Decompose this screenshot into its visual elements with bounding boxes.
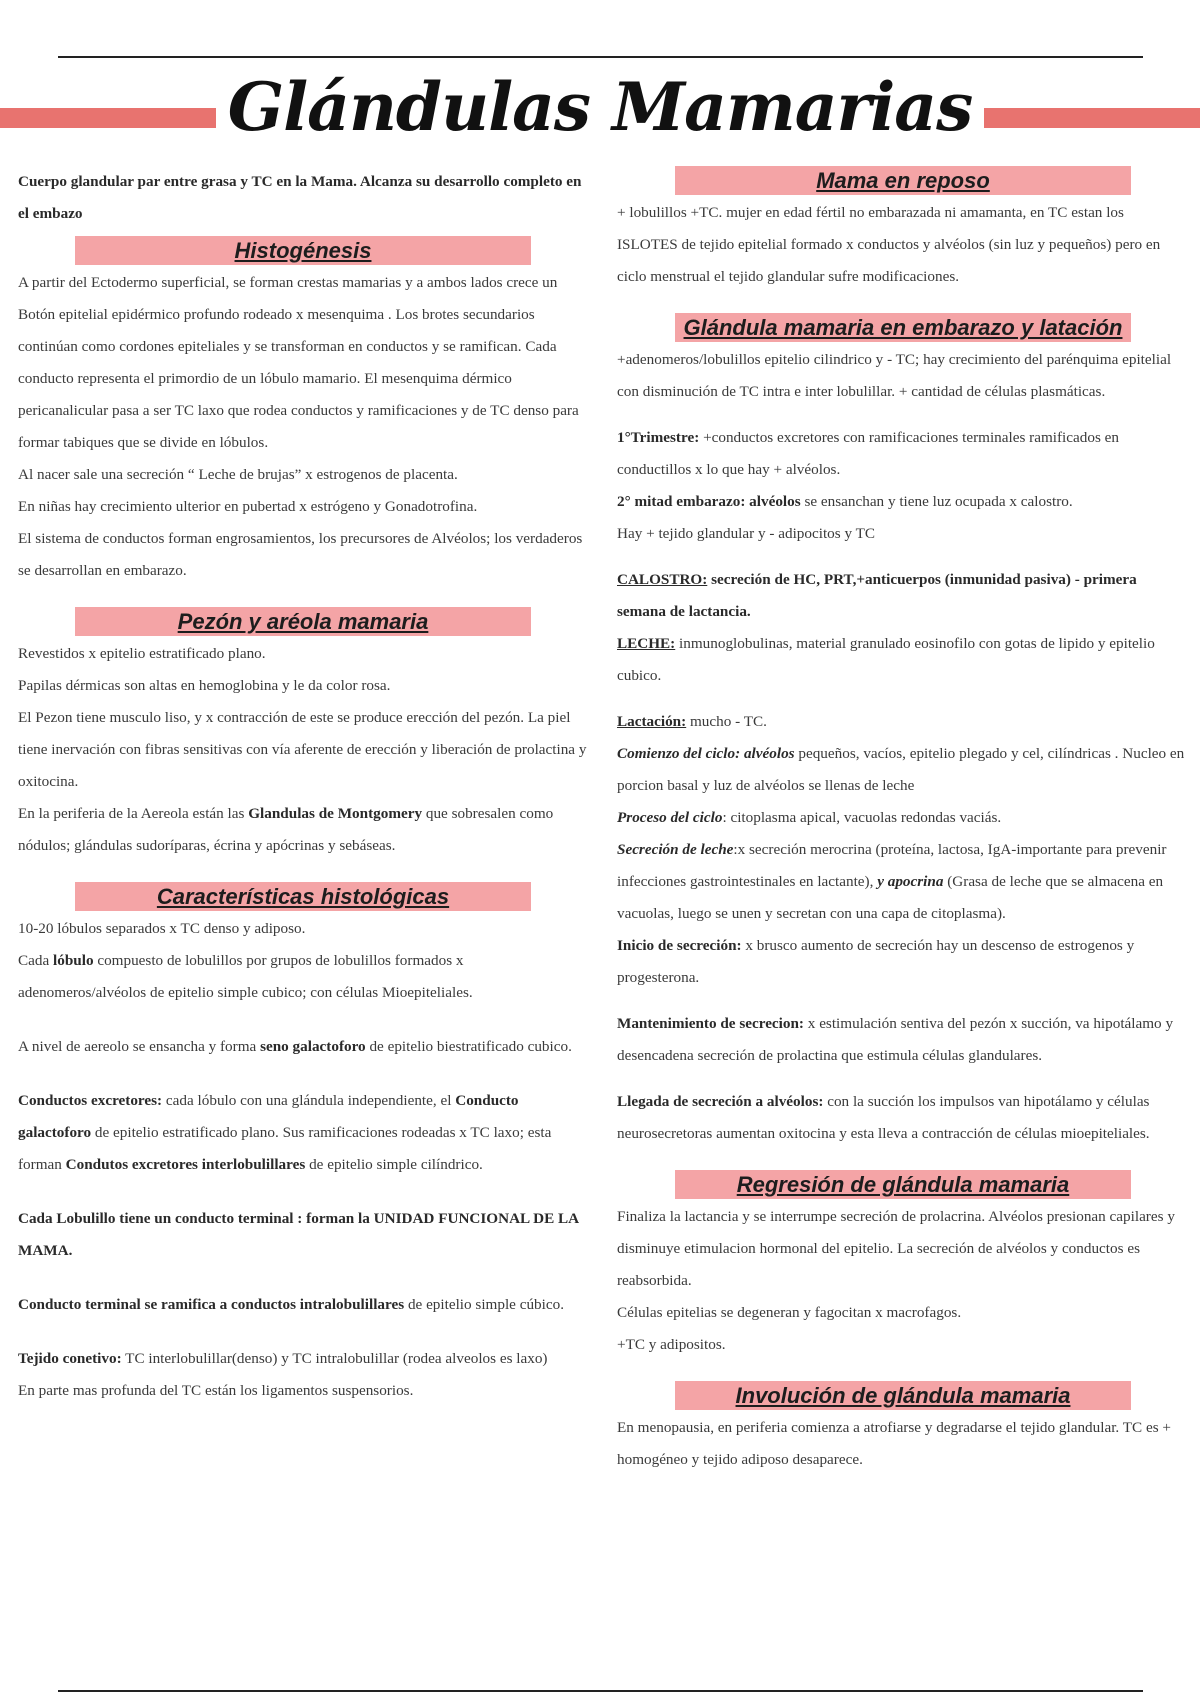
intro-text: Cuerpo glandular par entre grasa y TC en la Mama. Alcanza su desarrollo completo en el embazo	[18, 173, 582, 222]
conducto-terminal-term: Conducto terminal se ramifica a conductos intralobulillares	[18, 1296, 405, 1313]
embarazo-p4: Hay + tejido glandular y - adipocitos y TC	[617, 525, 875, 542]
histogenesis-p4: El sistema de conductos forman engrosamientos, los precursores de Alvéolos; los verdaderos se desarrollan en embarazo.	[18, 530, 583, 579]
inicio-text: x brusco aumento de secreción hay un descenso de estrogenos y progesterona.	[617, 937, 1135, 986]
llegada-paragraph	[617, 1086, 1185, 1150]
lactacion-paragraph	[617, 706, 1185, 738]
heading-regresion: Regresión de glándula mamaria	[675, 1170, 1131, 1199]
calostro-paragraph	[617, 564, 1185, 628]
caract-p6	[18, 1289, 590, 1321]
heading-involucion: Involución de glándula mamaria	[675, 1381, 1131, 1410]
secrecion-term: Secreción de leche	[617, 841, 734, 858]
mantenimiento-text: x estimulación sentiva del pezón x succión, va hipotálamo y desencadena secreción de prolactina que estimula células glandulares.	[617, 1015, 1174, 1064]
conductos-excretores-term: Conductos excretores:	[18, 1092, 163, 1109]
inicio-term: Inicio de secreción:	[617, 937, 742, 954]
embarazo-p3-b: se ensanchan y tiene luz ocupada x calostro.	[800, 493, 1073, 510]
embarazo-p3	[617, 486, 1185, 518]
heading-reposo: Mama en reposo	[675, 166, 1131, 195]
pezon-p4	[18, 798, 590, 862]
caract-p7-b: TC interlobulillar(denso) y TC intralobulillar (rodea alveolos es laxo)	[121, 1350, 548, 1367]
seno-term: seno galactoforo	[260, 1038, 366, 1055]
llegada-term: Llegada de secreción a alvéolos:	[617, 1093, 824, 1110]
llegada-text: con la succión los impulsos van hipotálamo y células neurosecretoras aumentan oxitocina y esta lleva a contracción de células mioepiteliales.	[617, 1093, 1150, 1142]
caract-p4-f: de epitelio simple cilíndrico.	[305, 1156, 483, 1173]
unidad-funcional-text: Cada Lobulillo tiene un conducto terminal : forman la UNIDAD FUNCIONAL DE LA MAMA.	[18, 1210, 579, 1259]
caract-p4-d: de epitelio estratificado plano. Sus ramificaciones rodeadas x TC laxo; esta forman	[18, 1124, 552, 1173]
caract-p1: 10-20 lóbulos separados x TC denso y adiposo.	[18, 920, 306, 937]
caract-p5	[18, 1203, 590, 1267]
page-title-text: Glándulas Mamarias	[216, 68, 984, 146]
leche-text: inmunoglobulinas, material granulado eosinofilo con gotas de lipido y epitelio cubico.	[617, 635, 1155, 684]
comienzo-term: Comienzo del ciclo: alvéolos	[617, 745, 795, 762]
regresion-p3: +TC y adipositos.	[617, 1336, 726, 1353]
secrecion-text-b: (Grasa de leche que se almacena en vacuolas, luego se unen y secretan con una capa de citoplasma).	[617, 873, 1164, 922]
caract-p2-c: compuesto de lobulillos por grupos de lobulillos formados x adenomeros/alvéolos de epitelio simple cubico; con células Mioepiteliales.	[18, 952, 473, 1001]
heading-pezon: Pezón y aréola mamaria	[75, 607, 531, 636]
leche-paragraph	[617, 628, 1185, 692]
top-rule	[58, 56, 1143, 58]
inicio-paragraph	[617, 930, 1185, 994]
heading-embarazo: Glándula mamaria en embarazo y latación	[675, 313, 1131, 342]
comienzo-paragraph	[617, 738, 1185, 802]
caract-p8: En parte mas profunda del TC están los ligamentos suspensorios.	[18, 1382, 414, 1399]
pezon-p4-c: que sobresalen como nódulos; glándulas sudoríparas, écrina y apócrinas y sebáseas.	[18, 805, 554, 854]
lactacion-term: Lactación:	[617, 713, 687, 730]
caract-p7	[18, 1343, 590, 1375]
histogenesis-p3: En niñas hay crecimiento ulterior en pubertad x estrógeno y Gonadotrofina.	[18, 498, 478, 515]
caract-p6-b: de epitelio simple cúbico.	[404, 1296, 564, 1313]
embarazo-p2-b: +conductos excretores con ramificaciones terminales ramificados en conductillos x lo que hay + alvéolos.	[617, 429, 1119, 478]
apocrina-term: y apocrina	[877, 873, 944, 890]
tejido-conetivo-term: Tejido conetivo:	[18, 1350, 122, 1367]
pezon-p2: Papilas dérmicas son altas en hemoglobina y le da color rosa.	[18, 677, 391, 694]
comienzo-text: pequeños, vacíos, epitelio plegado y cel, cilíndricas . Nucleo en porcion basal y luz de alvéolos se llenas de leche	[617, 745, 1185, 794]
histogenesis-p1: A partir del Ectodermo superficial, se forman crestas mamarias y a ambos lados crece un Botón epitelial epidérmico profundo rodeado x mesenquima . Los brotes secundarios continúan como cordones epiteliales y se transforman en conductos y se ramifican. Cada conducto representa el primordio de un lóbulo mamario. El mesenquima dérmico pericanalicular pasa a ser TC laxo que rodea conductos y ramificaciones y de TC denso para formar tabiques que se divide en lóbulos.	[18, 274, 579, 451]
calostro-text: secreción de HC, PRT,+anticuerpos (inmunidad pasiva) - primera semana de lactancia.	[617, 571, 1137, 620]
histogenesis-p2: Al nacer sale una secreción “ Leche de brujas” x estrogenos de placenta.	[18, 466, 458, 483]
secrecion-paragraph	[617, 834, 1185, 930]
mantenimiento-paragraph	[617, 1008, 1185, 1072]
left-column	[18, 166, 590, 1407]
regresion-p2: Células epitelias se degeneran y fagocitan x macrofagos.	[617, 1304, 962, 1321]
secrecion-text-a: :x secreción merocrina (proteína, lactosa, IgA-importante para prevenir infecciones gastrointestinales en lactante),	[617, 841, 1167, 890]
embarazo-p2	[617, 422, 1185, 486]
embarazo-p1: +adenomeros/lobulillos epitelio cilindrico y - TC; hay crecimiento del parénquima epitelial con disminución de TC intra e inter lobulillar. + cantidad de células plasmáticas.	[617, 351, 1172, 400]
lactacion-text: mucho - TC.	[686, 713, 767, 730]
page-title	[0, 62, 1200, 152]
pezon-p3: El Pezon tiene musculo liso, y x contracción de este se produce erección del pezón. La piel tiene inervación con fibras sensitivas con vía aferente de erección y liberación de prolactina y oxitocina.	[18, 709, 587, 790]
regresion-p1: Finaliza la lactancia y se interrumpe secreción de prolacrina. Alvéolos presionan capilares y disminuye etimulacion hormonal del epitelio. La secreción de alvéolos y conductos es reabsorbida.	[617, 1208, 1175, 1289]
right-column	[617, 166, 1185, 1476]
heading-histogenesis: Histogénesis	[75, 236, 531, 265]
caract-p2	[18, 945, 590, 1009]
caract-p2-a: Cada	[18, 952, 54, 969]
lobulo-term: lóbulo	[53, 952, 94, 969]
mitad-embarazo-term: 2° mitad embarazo: alvéolos	[617, 493, 801, 510]
leche-term: LECHE:	[617, 635, 676, 652]
interlobulillares-term: Condutos excretores interlobulillares	[65, 1156, 306, 1173]
proceso-term: Proceso del ciclo	[617, 809, 723, 826]
montgomery-term: Glandulas de Montgomery	[248, 805, 423, 822]
bottom-rule	[58, 1690, 1143, 1692]
caract-p3-a: A nivel de aereolo se ensancha y forma	[18, 1038, 261, 1055]
caract-p3-c: de epitelio biestratificado cubico.	[365, 1038, 572, 1055]
trimestre-term: 1°Trimestre:	[617, 429, 700, 446]
calostro-term: CALOSTRO:	[617, 571, 708, 588]
pezon-p4-a: En la periferia de la Aereola están las	[18, 805, 249, 822]
pezon-p1: Revestidos x epitelio estratificado plano.	[18, 645, 266, 662]
caract-p4-b: cada lóbulo con una glándula independiente, el	[162, 1092, 456, 1109]
reposo-p1: + lobulillos +TC. mujer en edad fértil no embarazada ni amamanta, en TC estan los ISLOTES de tejido epitelial formado x conductos y alvéolos (sin luz y pequeños) pero en ciclo menstrual el tejido glandular sufre modificaciones.	[617, 204, 1161, 285]
heading-caracteristicas: Características histológicas	[75, 882, 531, 911]
proceso-paragraph	[617, 802, 1185, 834]
conducto-galactoforo-term: Conducto galactoforo	[18, 1092, 519, 1141]
intro-paragraph	[18, 166, 590, 230]
caract-p3	[18, 1031, 590, 1063]
caract-p4	[18, 1085, 590, 1181]
mantenimiento-term: Mantenimiento de secrecion:	[617, 1015, 804, 1032]
proceso-text: : citoplasma apical, vacuolas redondas vaciás.	[722, 809, 1002, 826]
involucion-p1: En menopausia, en periferia comienza a atrofiarse y degradarse el tejido glandular. TC es + homogéneo y tejido adiposo desaparece.	[617, 1419, 1171, 1468]
